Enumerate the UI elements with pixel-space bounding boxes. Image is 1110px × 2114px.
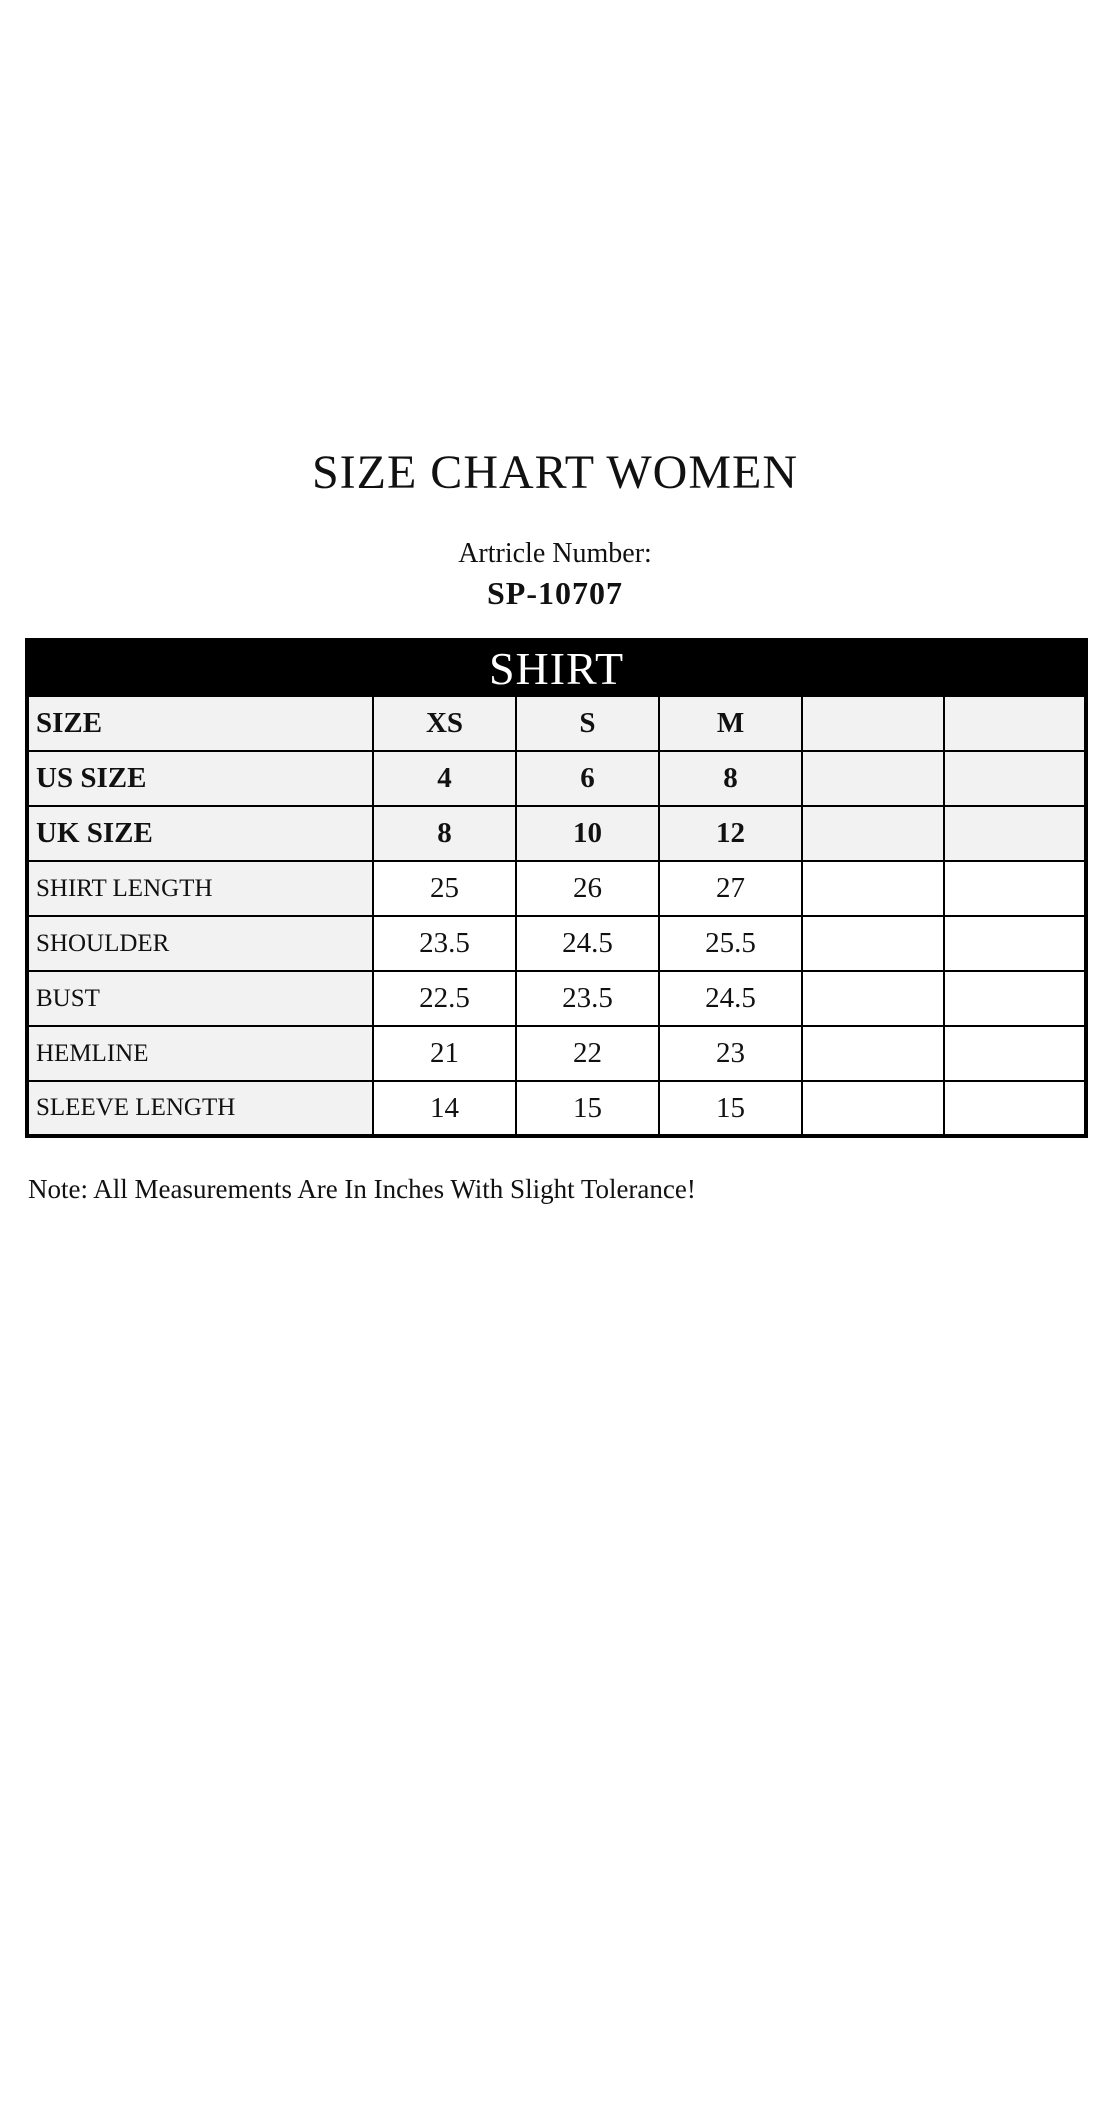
cell-value (944, 971, 1086, 1026)
cell-value (802, 916, 944, 971)
table-row (27, 751, 1086, 806)
cell-value (944, 806, 1086, 861)
row-label: HEMLINE (27, 1026, 373, 1081)
cell-value: 14 (373, 1081, 516, 1136)
table-row (27, 1026, 1086, 1081)
article-number-label: Artricle Number: (458, 538, 652, 569)
cell-value (802, 696, 944, 751)
cell-value: 10 (516, 806, 659, 861)
row-label: SIZE (27, 696, 373, 751)
table-row (27, 806, 1086, 861)
cell-value: 23 (659, 1026, 802, 1081)
article-number-value: SP-10707 (487, 575, 623, 611)
table-row (27, 1081, 1086, 1136)
table-banner: SHIRT (27, 640, 1086, 696)
cell-value: 8 (659, 751, 802, 806)
cell-value: 23.5 (373, 916, 516, 971)
cell-value: 25.5 (659, 916, 802, 971)
cell-value: XS (373, 696, 516, 751)
table-row (27, 971, 1086, 1026)
cell-value (944, 916, 1086, 971)
cell-value (944, 696, 1086, 751)
cell-value: 22.5 (373, 971, 516, 1026)
cell-value: M (659, 696, 802, 751)
cell-value: 24.5 (659, 971, 802, 1026)
cell-value (802, 1081, 944, 1136)
cell-value: 21 (373, 1026, 516, 1081)
table-row (27, 916, 1086, 971)
cell-value: 15 (659, 1081, 802, 1136)
cell-value (944, 1026, 1086, 1081)
row-label: SHIRT LENGTH (27, 861, 373, 916)
table-row (27, 696, 1086, 751)
row-label: UK SIZE (27, 806, 373, 861)
cell-value (944, 861, 1086, 916)
cell-value (802, 1026, 944, 1081)
cell-value: 23.5 (516, 971, 659, 1026)
row-label: SHOULDER (27, 916, 373, 971)
cell-value: 26 (516, 861, 659, 916)
cell-value (944, 1081, 1086, 1136)
cell-value: 25 (373, 861, 516, 916)
size-chart-page (0, 446, 1110, 1204)
measurement-note: Note: All Measurements Are In Inches With Slight Tolerance! (28, 1174, 696, 1204)
cell-value: 6 (516, 751, 659, 806)
cell-value: 4 (373, 751, 516, 806)
cell-value: 12 (659, 806, 802, 861)
row-label: SLEEVE LENGTH (27, 1081, 373, 1136)
cell-value (802, 806, 944, 861)
cell-value: 8 (373, 806, 516, 861)
table-banner-row (27, 640, 1086, 696)
cell-value: 24.5 (516, 916, 659, 971)
cell-value: 27 (659, 861, 802, 916)
cell-value (802, 861, 944, 916)
cell-value: 22 (516, 1026, 659, 1081)
cell-value: S (516, 696, 659, 751)
cell-value (944, 751, 1086, 806)
cell-value (802, 751, 944, 806)
cell-value: 15 (516, 1081, 659, 1136)
row-label: BUST (27, 971, 373, 1026)
cell-value (802, 971, 944, 1026)
page-title: SIZE CHART WOMEN (311, 446, 798, 499)
row-label: US SIZE (27, 751, 373, 806)
size-chart-table (25, 638, 1088, 1138)
table-row (27, 861, 1086, 916)
